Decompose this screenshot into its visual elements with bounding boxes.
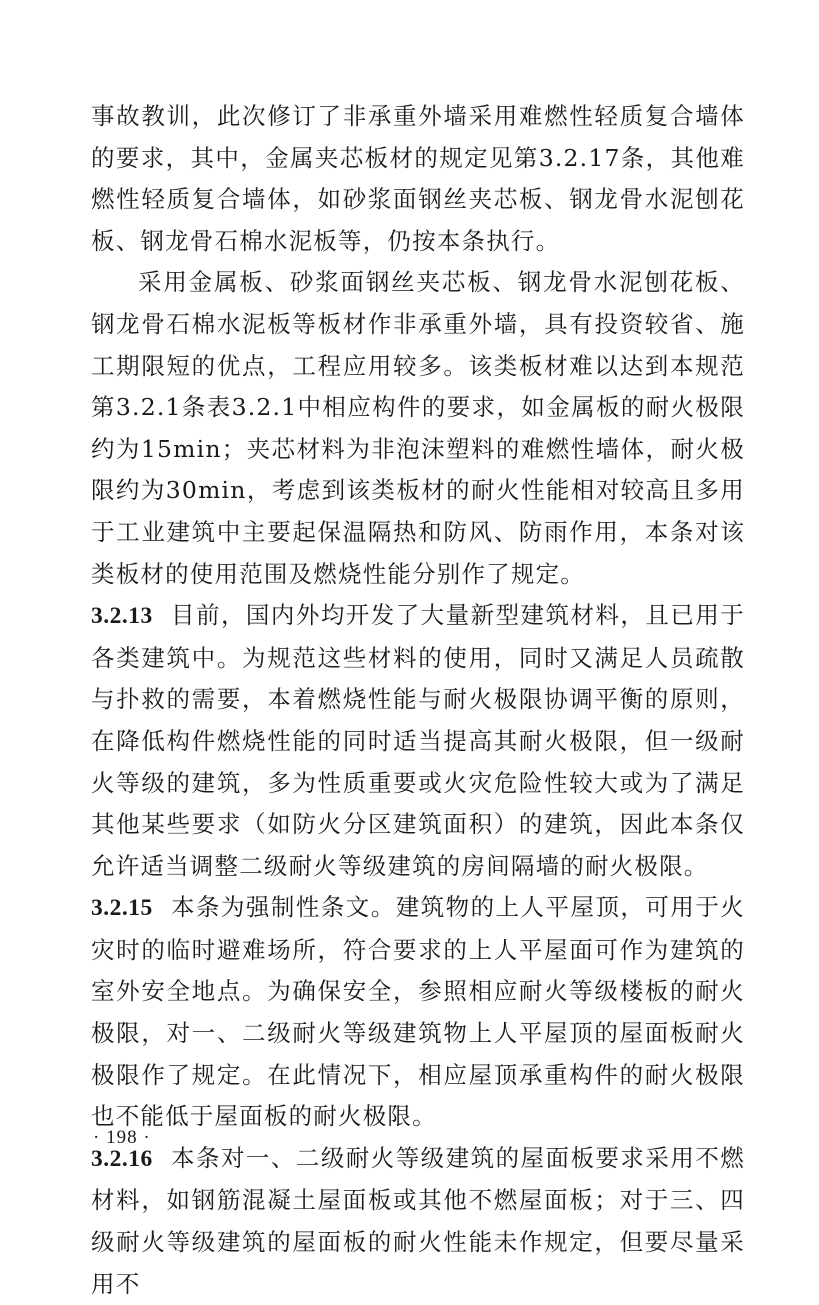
section-number: 3.2.15 (91, 895, 153, 922)
paragraph-3-2-13 (91, 595, 745, 887)
paragraph-3-2-15 (91, 887, 745, 1138)
paragraph-text: 事故教训，此次修订了非承重外墙采用难燃性轻质复合墙体的要求，其中，金属夹芯板材的规定见第3.2.17条，其他难燃性轻质复合墙体，如砂浆面钢丝夹芯板、钢龙骨水泥刨花板、钢龙骨石棉水泥板等，仍按本条执行。 (91, 102, 745, 255)
section-number: 3.2.16 (91, 1145, 153, 1172)
paragraph-wall-panels (91, 262, 745, 595)
paragraph-3-2-16 (91, 1138, 745, 1305)
section-number: 3.2.13 (91, 603, 153, 630)
paragraph-continuation (91, 96, 745, 262)
page-number: · 198 · (93, 1127, 151, 1148)
document-body (91, 96, 745, 1305)
paragraph-text: 目前，国内外均开发了大量新型建筑材料，且已用于各类建筑中。为规范这些材料的使用，同时又满足人员疏散与扑救的需要，本着燃烧性能与耐火极限协调平衡的原则，在降低构件燃烧性能的同时适当提高其耐火极限，但一级耐火等级的建筑，多为性质重要或火灾危险性较大或为了满足其他某些要求（如防火分区建筑面积）的建筑，因此本条仅允许适当调整二级耐火等级建筑的房间隔墙的耐火极限。 (91, 601, 745, 880)
paragraph-text: 采用金属板、砂浆面钢丝夹芯板、钢龙骨水泥刨花板、钢龙骨石棉水泥板等板材作非承重外墙，具有投资较省、施工期限短的优点，工程应用较多。该类板材难以达到本规范第3.2.1条表3.2.1中相应构件的要求，如金属板的耐火极限约为15min；夹芯材料为非泡沫塑料的难燃性墙体，耐火极限约为30min，考虑到该类板材的耐火性能相对较高且多用于工业建筑中主要起保温隔热和防风、防雨作用，本条对该类板材的使用范围及燃烧性能分别作了规定。 (91, 268, 745, 588)
paragraph-text: 本条对一、二级耐火等级建筑的屋面板要求采用不燃材料，如钢筋混凝土屋面板或其他不燃屋面板；对于三、四级耐火等级建筑的屋面板的耐火性能未作规定，但要尽量采用不 (91, 1143, 745, 1298)
paragraph-text: 本条为强制性条文。建筑物的上人平屋顶，可用于火灾时的临时避难场所，符合要求的上人平屋面可作为建筑的室外安全地点。为确保安全，参照相应耐火等级楼板的耐火极限，对一、二级耐火等级建筑物上人平屋顶的屋面板耐火极限作了规定。在此情况下，相应屋顶承重构件的耐火极限也不能低于屋面板的耐火极限。 (91, 893, 745, 1131)
